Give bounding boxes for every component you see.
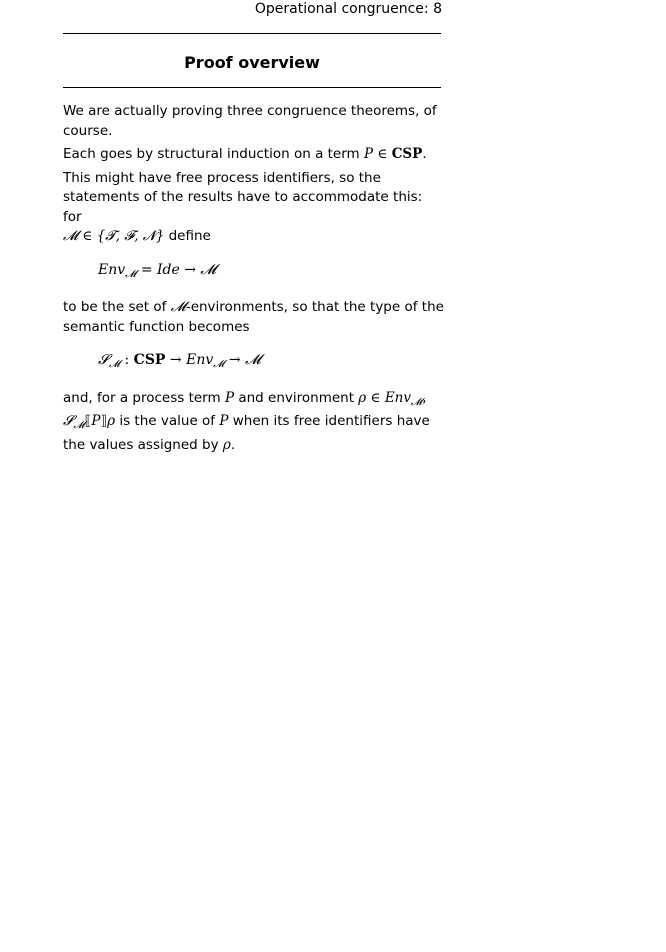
paragraph-3: This might have free process identifiers, so the statements of the results have to accommodate this: for 𝓜 ∈ {𝓣, 𝓕, 𝓝} define — [63, 169, 423, 244]
slide-body — [63, 102, 445, 459]
paragraph-2: Each goes by structural induction on a term P ∈ CSP. — [63, 146, 427, 162]
page-number: 8 — [433, 1, 442, 17]
title-rule — [63, 87, 441, 88]
running-header — [64, 0, 442, 18]
env-definition: Env$_𝓜$ = Ide → 𝓜 — [98, 261, 217, 280]
paragraph-1: We are actually proving three congruence theorems, of course. — [63, 103, 437, 139]
paragraph-5: and, for a process term P and environment ρ ∈ Env$_𝓜$, 𝓢$_𝓜$⟦P⟧ρ is the value of P when its free identifiers have the values assigned by ρ. — [63, 389, 430, 453]
paragraph-4: to be the set of 𝓜-environments, so that the type of the semantic function becomes — [63, 299, 444, 335]
semantic-function-type: 𝓢$_𝓜$ : CSP → Env$_𝓜$ → 𝓜 — [98, 352, 261, 370]
running-title: Operational congruence: — [254, 1, 429, 17]
top-rule — [63, 33, 441, 34]
slide-title: Proof overview — [184, 53, 320, 72]
